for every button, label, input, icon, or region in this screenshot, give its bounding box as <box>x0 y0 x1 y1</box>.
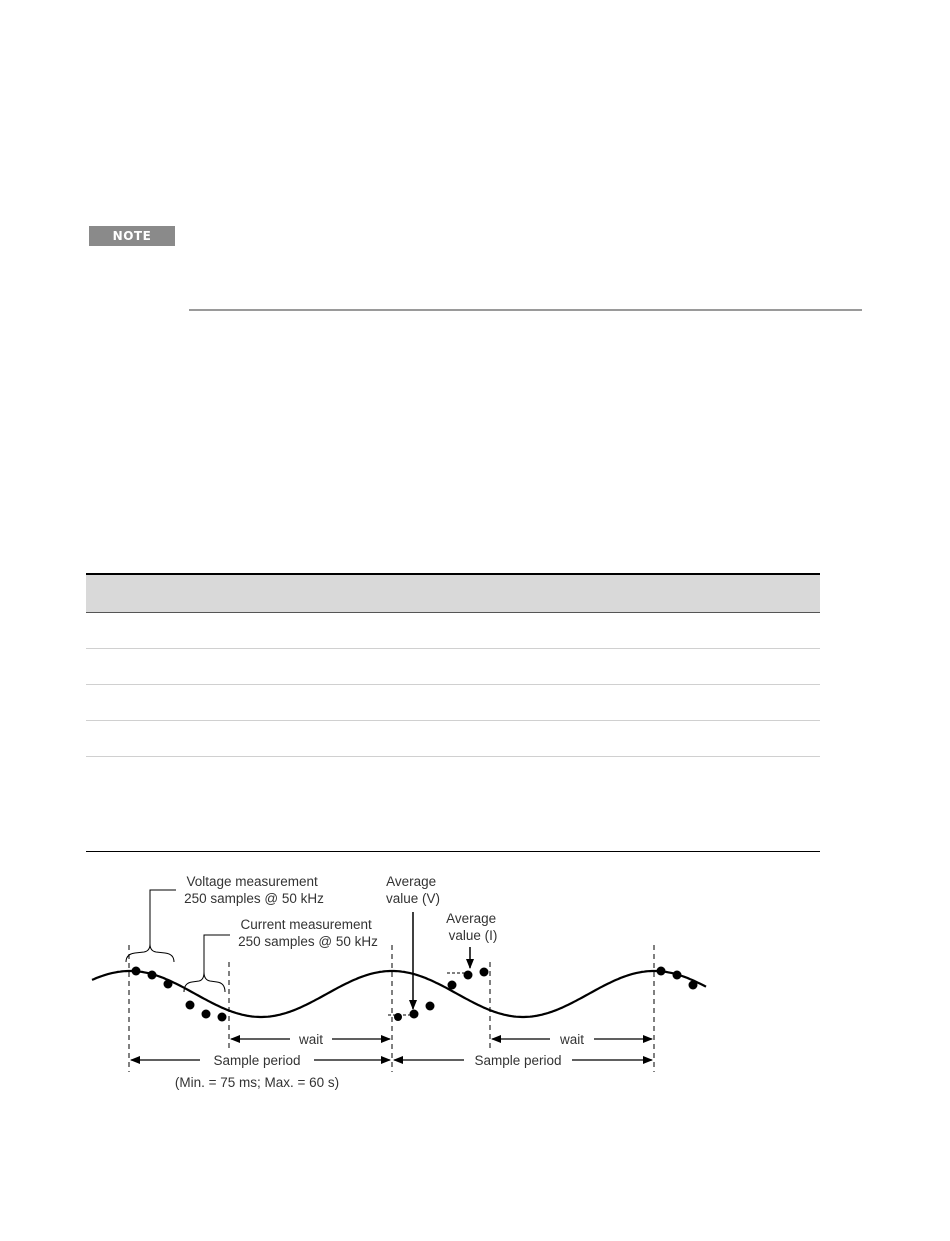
sample-point <box>202 1010 211 1019</box>
table-header <box>86 575 820 613</box>
dashed-guides <box>129 945 654 1072</box>
sample-point <box>410 1010 419 1019</box>
data-table <box>86 573 820 852</box>
sample-point <box>426 1002 435 1011</box>
sample-point <box>689 981 698 990</box>
table-row <box>86 721 820 757</box>
voltage-brace <box>126 944 174 962</box>
wait-label-2: wait <box>559 1032 585 1047</box>
sample-point <box>673 971 682 980</box>
sample-period-note: (Min. = 75 ms; Max. = 60 s) <box>174 1075 340 1090</box>
sample-point <box>132 967 141 976</box>
sample-point <box>164 980 173 989</box>
note-divider <box>189 309 862 311</box>
note-badge-label: NOTE <box>112 229 152 243</box>
sampling-diagram <box>0 860 950 1110</box>
sample-point <box>186 1001 195 1010</box>
avg-v-label: Average value (V) <box>385 874 441 906</box>
avg-i-label: Average value (I) <box>446 911 498 943</box>
sample-period-label-2: Sample period <box>474 1053 562 1068</box>
sample-point <box>448 981 457 990</box>
table-row <box>86 613 820 649</box>
note-badge <box>89 226 175 246</box>
sample-point <box>464 971 473 980</box>
sample-period-label-1: Sample period <box>213 1053 301 1068</box>
current-brace <box>184 972 225 992</box>
sample-point <box>394 1013 402 1021</box>
waveform <box>92 971 706 1017</box>
wait-label-1: wait <box>298 1032 324 1047</box>
table-row <box>86 649 820 685</box>
table-row <box>86 685 820 721</box>
sample-point <box>657 967 666 976</box>
current-label: Current measurement 250 samples @ 50 kHz <box>238 917 378 949</box>
table-row <box>86 757 820 852</box>
sample-point <box>218 1013 227 1022</box>
voltage-label: Voltage measurement 250 samples @ 50 kHz <box>184 874 324 906</box>
sample-point <box>148 971 157 980</box>
sample-point <box>480 968 489 977</box>
